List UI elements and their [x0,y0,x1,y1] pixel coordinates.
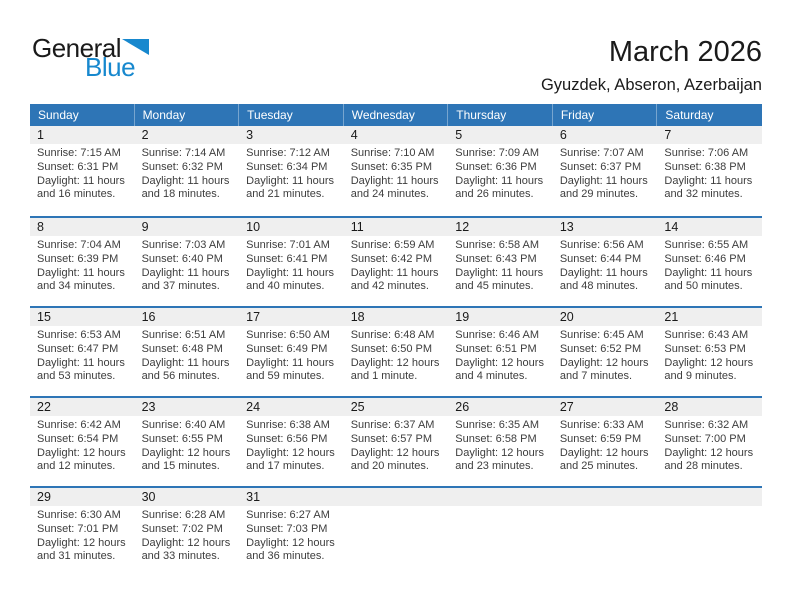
detail-line: Sunrise: 6:27 AM [246,509,330,521]
day-number: 15 [30,308,135,326]
detail-line: Daylight: 11 hours [350,174,439,187]
detail-line: and 4 minutes. [455,370,528,383]
calendar-weeks [30,126,762,576]
detail-line: Sunset: 6:39 PM [37,252,119,265]
day-cell-19 [448,308,553,396]
detail-line: Sunset: 6:43 PM [455,252,537,265]
day-details [344,326,449,384]
day-cell-24 [239,398,344,486]
detail-line: Daylight: 12 hours [455,446,544,459]
detail-line: Daylight: 11 hours [37,356,125,369]
detail-line: Sunrise: 7:12 AM [246,147,330,159]
day-number: 30 [135,488,240,506]
detail-line: Sunset: 6:55 PM [141,432,223,445]
day-header-wednesday: Wednesday [344,104,449,126]
day-cell-22 [30,398,135,486]
detail-line: Sunrise: 7:15 AM [37,147,121,159]
page-subtitle: Gyuzdek, Abseron, Azerbaijan [540,76,762,94]
detail-line: Sunrise: 6:33 AM [559,419,644,431]
day-details [657,144,762,202]
day-header-saturday: Saturday [665,108,714,122]
detail-line: Sunrise: 6:53 AM [37,329,121,341]
day-number: 10 [239,218,344,236]
day-cell-11 [344,218,449,306]
detail-line: Sunset: 6:51 PM [455,342,537,355]
detail-line: Daylight: 11 hours [455,174,544,187]
day-details [657,326,762,384]
day-number: 4 [344,126,449,144]
day-cell-20 [553,308,658,396]
day-number: 20 [553,308,658,326]
detail-line: and 59 minutes. [246,370,325,383]
day-cell-27 [553,398,658,486]
detail-line: Daylight: 11 hours [455,266,544,279]
detail-line: and 28 minutes. [664,460,743,473]
logo-word-general: General [32,33,121,63]
day-number: 6 [553,126,658,144]
day-cell-30 [135,488,240,576]
detail-line: Sunset: 6:49 PM [246,342,328,355]
detail-line: Sunrise: 6:59 AM [350,239,435,251]
day-cell-31 [239,488,344,576]
day-cell-empty [448,488,553,576]
title-block [541,36,762,95]
detail-line: and 29 minutes. [559,188,639,201]
detail-line: Daylight: 12 hours [246,446,335,459]
day-number: 26 [448,398,553,416]
day-number: 3 [239,126,344,144]
detail-line: Sunset: 6:46 PM [664,252,746,265]
detail-line: Sunset: 6:58 PM [455,432,537,445]
detail-line: Daylight: 12 hours [350,356,440,369]
day-cell-7 [657,126,762,216]
day-cell-5 [448,126,553,216]
detail-line: Daylight: 12 hours [664,356,754,369]
detail-line: Sunset: 6:42 PM [350,252,433,265]
detail-line: Sunrise: 6:28 AM [141,509,226,521]
day-number: 11 [344,218,449,236]
day-details [448,144,553,202]
detail-line: Daylight: 11 hours [141,356,230,369]
detail-line: Sunset: 6:48 PM [141,342,223,355]
detail-line: Daylight: 12 hours [141,446,231,459]
detail-line: Daylight: 12 hours [664,446,754,459]
day-cell-1 [30,126,135,216]
day-number: 1 [30,126,135,144]
detail-line: Sunset: 7:00 PM [664,432,746,445]
day-number: 13 [553,218,658,236]
day-details [135,506,240,564]
detail-line: Sunset: 6:32 PM [141,160,223,173]
day-cell-10 [239,218,344,306]
detail-line: Daylight: 12 hours [141,536,231,549]
detail-line: Sunset: 6:56 PM [246,432,328,445]
detail-line: Daylight: 12 hours [559,356,649,369]
day-number: 7 [657,126,762,144]
day-cell-28 [657,398,762,486]
detail-line: Sunrise: 6:45 AM [559,329,644,341]
day-cell-12 [448,218,553,306]
detail-line: Sunrise: 7:04 AM [37,239,121,251]
detail-line: Sunset: 6:47 PM [37,342,119,355]
day-header-sunday: Sunday [30,104,135,126]
detail-line: Daylight: 11 hours [141,174,230,187]
detail-line: Daylight: 11 hours [559,174,648,187]
detail-line: Daylight: 11 hours [664,174,753,187]
day-details [239,144,344,202]
day-header-friday: Friday [553,104,658,126]
day-details [448,416,553,474]
detail-line: Sunset: 6:53 PM [664,342,746,355]
logo-word-blue: Blue [85,52,136,82]
day-header-monday: Monday [135,104,240,126]
day-number: 31 [239,488,344,506]
detail-line: and 7 minutes. [559,370,632,383]
day-details [344,416,449,474]
detail-line: Daylight: 12 hours [559,446,649,459]
detail-line: and 20 minutes. [350,460,429,473]
day-details [448,506,553,509]
detail-line: Sunrise: 7:01 AM [246,239,330,251]
day-cell-23 [135,398,240,486]
detail-line: Daylight: 11 hours [37,174,125,187]
week-row [30,396,762,486]
day-details [30,144,135,202]
day-details [553,144,658,202]
day-cell-6 [553,126,658,216]
day-details [30,416,135,474]
detail-line: Sunrise: 6:58 AM [455,239,540,251]
detail-line: Sunset: 6:35 PM [350,160,433,173]
detail-line: Daylight: 11 hours [559,266,648,279]
detail-line: and 21 minutes. [246,188,325,201]
detail-line: Sunrise: 6:40 AM [141,419,226,431]
day-details [239,236,344,294]
day-number: 17 [239,308,344,326]
detail-line: and 25 minutes. [559,460,639,473]
detail-line: Sunrise: 6:35 AM [455,419,540,431]
detail-line: Sunrise: 6:43 AM [664,329,749,341]
detail-line: Sunset: 6:38 PM [664,160,746,173]
detail-line: Sunset: 6:31 PM [37,160,119,173]
day-number [553,488,658,506]
detail-line: Sunset: 7:03 PM [246,522,328,535]
detail-line: Daylight: 11 hours [664,266,753,279]
detail-line: Sunset: 6:44 PM [559,252,642,265]
detail-line: and 34 minutes. [37,280,116,293]
day-number: 22 [30,398,135,416]
detail-line: and 1 minute. [350,370,418,383]
detail-line: and 9 minutes. [664,370,737,383]
detail-line: Daylight: 12 hours [455,356,544,369]
day-number: 9 [135,218,240,236]
day-cell-9 [135,218,240,306]
detail-line: Sunset: 6:40 PM [141,252,223,265]
day-number [344,488,449,506]
month-calendar [30,104,762,576]
week-row [30,126,762,216]
day-cell-25 [344,398,449,486]
detail-line: Daylight: 12 hours [37,536,126,549]
day-number: 18 [344,308,449,326]
day-number: 28 [657,398,762,416]
detail-line: and 31 minutes. [37,550,116,563]
detail-line: Daylight: 12 hours [350,446,440,459]
detail-line: and 48 minutes. [559,280,639,293]
day-number: 24 [239,398,344,416]
detail-line: and 56 minutes. [141,370,220,383]
detail-line: Sunset: 7:02 PM [141,522,223,535]
day-header-tuesday: Tuesday [239,104,344,126]
detail-line: and 32 minutes. [664,188,743,201]
day-details [239,326,344,384]
day-details [30,326,135,384]
detail-line: and 26 minutes. [455,188,534,201]
detail-line: Sunrise: 7:10 AM [350,147,435,159]
day-details [657,236,762,294]
detail-line: Sunrise: 7:07 AM [559,147,644,159]
detail-line: and 24 minutes. [350,188,429,201]
day-cell-15 [30,308,135,396]
day-details [657,506,762,509]
detail-line: Sunrise: 6:38 AM [246,419,330,431]
detail-line: Daylight: 12 hours [37,446,126,459]
detail-line: Sunset: 6:50 PM [350,342,433,355]
day-cell-18 [344,308,449,396]
day-of-week-header-row [30,104,762,126]
detail-line: and 37 minutes. [141,280,220,293]
day-header-thursday: Thursday [448,104,553,126]
detail-line: Daylight: 11 hours [350,266,439,279]
detail-line: Sunrise: 7:14 AM [141,147,226,159]
week-row [30,306,762,396]
day-cell-29 [30,488,135,576]
detail-line: Sunset: 6:54 PM [37,432,119,445]
general-blue-logo [32,33,149,82]
day-number: 14 [657,218,762,236]
detail-line: Sunset: 6:34 PM [246,160,328,173]
day-details [239,506,344,564]
detail-line: Daylight: 11 hours [37,266,125,279]
detail-line: and 42 minutes. [350,280,429,293]
day-cell-13 [553,218,658,306]
day-details [344,236,449,294]
day-cell-16 [135,308,240,396]
detail-line: and 40 minutes. [246,280,325,293]
detail-line: Daylight: 11 hours [246,174,334,187]
day-cell-21 [657,308,762,396]
day-number: 29 [30,488,135,506]
day-number: 21 [657,308,762,326]
day-details [135,236,240,294]
detail-line: Sunrise: 7:09 AM [455,147,540,159]
day-details [30,236,135,294]
detail-line: and 18 minutes. [141,188,220,201]
day-number [448,488,553,506]
day-number: 19 [448,308,553,326]
detail-line: Daylight: 11 hours [246,356,334,369]
day-details [344,144,449,202]
day-number: 27 [553,398,658,416]
detail-line: Sunrise: 7:03 AM [141,239,226,251]
day-details [344,506,449,509]
detail-line: and 33 minutes. [141,550,220,563]
day-number: 12 [448,218,553,236]
detail-line: and 53 minutes. [37,370,116,383]
detail-line: Sunset: 6:37 PM [559,160,642,173]
detail-line: Sunrise: 6:42 AM [37,419,121,431]
detail-line: and 15 minutes. [141,460,220,473]
day-number: 16 [135,308,240,326]
detail-line: Sunrise: 6:37 AM [350,419,435,431]
detail-line: and 16 minutes. [37,188,116,201]
day-number: 23 [135,398,240,416]
day-cell-14 [657,218,762,306]
day-details [448,236,553,294]
detail-line: and 12 minutes. [37,460,116,473]
day-number: 25 [344,398,449,416]
detail-line: and 45 minutes. [455,280,534,293]
day-details [135,416,240,474]
detail-line: Sunset: 6:36 PM [455,160,537,173]
detail-line: Sunset: 6:57 PM [350,432,433,445]
day-details [30,506,135,564]
day-cell-empty [553,488,658,576]
detail-line: Daylight: 11 hours [246,266,334,279]
day-details [448,326,553,384]
day-details [135,326,240,384]
detail-line: and 36 minutes. [246,550,325,563]
day-cell-17 [239,308,344,396]
day-cell-empty [657,488,762,576]
day-details [553,236,658,294]
detail-line: and 17 minutes. [246,460,325,473]
day-details [553,506,658,509]
detail-line: Sunset: 6:52 PM [559,342,642,355]
day-details [553,326,658,384]
detail-line: Daylight: 11 hours [141,266,230,279]
day-cell-26 [448,398,553,486]
detail-line: Sunset: 6:59 PM [559,432,642,445]
day-cell-2 [135,126,240,216]
day-details [657,416,762,474]
detail-line: Sunrise: 6:32 AM [664,419,749,431]
day-cell-8 [30,218,135,306]
detail-line: Sunrise: 6:51 AM [141,329,226,341]
detail-line: Sunrise: 6:56 AM [559,239,644,251]
week-row [30,486,762,576]
day-number [657,488,762,506]
detail-line: Sunset: 7:01 PM [37,522,119,535]
day-cell-3 [239,126,344,216]
day-cell-empty [344,488,449,576]
detail-line: Sunrise: 6:48 AM [350,329,435,341]
day-cell-4 [344,126,449,216]
detail-line: Daylight: 12 hours [246,536,335,549]
day-details [135,144,240,202]
detail-line: Sunrise: 7:06 AM [664,147,749,159]
day-details [239,416,344,474]
week-row [30,216,762,306]
detail-line: Sunrise: 6:30 AM [37,509,121,521]
day-number: 2 [135,126,240,144]
day-number: 5 [448,126,553,144]
detail-line: Sunrise: 6:55 AM [664,239,749,251]
day-details [553,416,658,474]
page-title: March 2026 [608,36,762,68]
detail-line: and 23 minutes. [455,460,534,473]
day-number: 8 [30,218,135,236]
detail-line: and 50 minutes. [664,280,743,293]
detail-line: Sunset: 6:41 PM [246,252,328,265]
detail-line: Sunrise: 6:50 AM [246,329,330,341]
detail-line: Sunrise: 6:46 AM [455,329,540,341]
